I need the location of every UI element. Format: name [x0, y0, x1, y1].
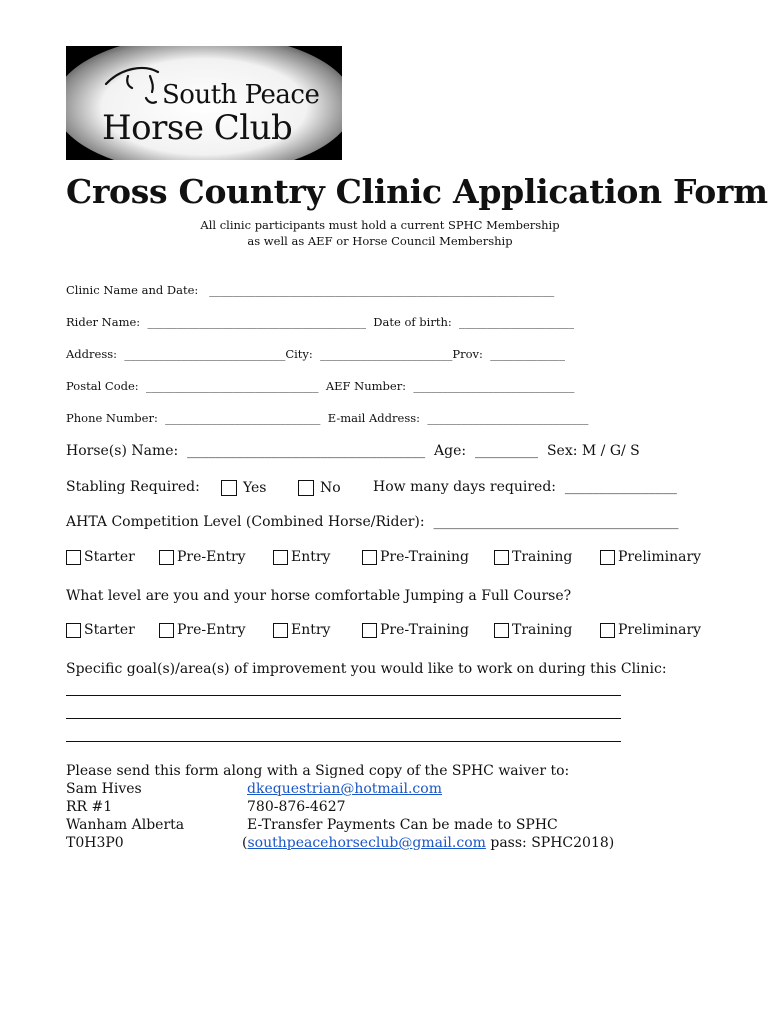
goals-answer-line-1[interactable]: [66, 695, 621, 696]
days-required-group: [373, 479, 677, 495]
checkbox-icon[interactable]: [362, 550, 377, 565]
rider-name-label: Rider Name:: [66, 315, 141, 329]
level-label: Pre-Entry: [177, 549, 246, 565]
email-address-field[interactable]: ____________________________: [423, 411, 589, 425]
stabling-row: [66, 479, 766, 501]
etransfer-note: E-Transfer Payments Can be made to SPHC: [247, 817, 558, 833]
paren-open: (: [242, 835, 248, 851]
contact-phone: 780-876-4627: [247, 799, 346, 815]
level-label: Preliminary: [618, 549, 702, 565]
footer-intro: Please send this form along with a Signed copy of the SPHC waiver to:: [66, 763, 570, 779]
days-required-label: How many days required:: [373, 479, 557, 495]
subtitle-line-1: All clinic participants must hold a current SPHC Membership: [200, 218, 560, 232]
prov-label: Prov:: [452, 347, 483, 361]
stabling-yes-checkbox[interactable]: [221, 480, 237, 496]
level-entry-option[interactable]: [273, 549, 330, 565]
city-field[interactable]: _______________________: [316, 347, 453, 361]
date-of-birth-field[interactable]: ____________________: [455, 315, 575, 329]
phone-number-label: Phone Number:: [66, 411, 158, 425]
date-of-birth-label: Date of birth:: [373, 315, 452, 329]
comfort-level-options: [66, 622, 746, 642]
comfort-training-option[interactable]: [494, 622, 572, 638]
address-field[interactable]: ____________________________: [120, 347, 286, 361]
comfort-starter-option[interactable]: [66, 622, 135, 638]
contact-email-link[interactable]: dkequestrian@hotmail.com: [247, 781, 442, 797]
horse-name-field[interactable]: __________________________________: [182, 443, 430, 459]
horse-name-label: Horse(s) Name:: [66, 443, 179, 459]
city-label: City:: [285, 347, 313, 361]
comfort-entry-option[interactable]: [273, 622, 330, 638]
level-preliminary-option[interactable]: [600, 549, 701, 565]
contact-name: Sam Hives: [66, 781, 142, 797]
phone-row: [66, 411, 588, 425]
prov-field[interactable]: _____________: [486, 347, 565, 361]
aef-number-field[interactable]: ____________________________: [409, 379, 575, 393]
ahta-level-field[interactable]: ___________________________________: [429, 514, 679, 530]
clinic-name-date-field[interactable]: ____________________________________________________________: [201, 283, 555, 297]
contact-postal: T0H3P0: [66, 835, 124, 851]
rider-name-row: [66, 315, 574, 329]
ahta-level-row: [66, 514, 679, 530]
horse-name-row: [66, 443, 640, 459]
goals-answer-line-3[interactable]: [66, 741, 621, 742]
level-pre-entry-option[interactable]: [159, 549, 246, 565]
etransfer-password: pass: SPHC2018): [490, 835, 615, 851]
level-label: Entry: [291, 549, 331, 565]
days-required-field[interactable]: ________________: [560, 479, 677, 495]
address-label: Address:: [66, 347, 118, 361]
comfort-preliminary-option[interactable]: [600, 622, 701, 638]
checkbox-icon[interactable]: [362, 623, 377, 638]
checkbox-icon[interactable]: [600, 550, 615, 565]
contact-town: Wanham Alberta: [66, 817, 185, 833]
comfort-question: What level are you and your horse comfortable Jumping a Full Course?: [66, 588, 572, 604]
logo-line-2: Horse Club: [102, 108, 293, 148]
level-label: Starter: [84, 622, 135, 638]
goals-answer-line-2[interactable]: [66, 718, 621, 719]
clinic-name-date-label: Clinic Name and Date:: [66, 283, 199, 297]
checkbox-icon[interactable]: [494, 550, 509, 565]
level-label: Starter: [84, 549, 135, 565]
comfort-pre-training-option[interactable]: [362, 622, 469, 638]
club-email-link[interactable]: southpeacehorseclub@gmail.com: [247, 835, 486, 851]
stabling-yes-option[interactable]: [221, 480, 267, 496]
postal-code-field[interactable]: ______________________________: [142, 379, 323, 393]
level-training-option[interactable]: [494, 549, 572, 565]
email-address-label: E-mail Address:: [327, 411, 421, 425]
contact-rr: RR #1: [66, 799, 113, 815]
clinic-name-date-row: [66, 283, 554, 297]
level-label: Pre-Entry: [177, 622, 246, 638]
sex-label: Sex: M / G/ S: [546, 443, 640, 459]
checkbox-icon[interactable]: [494, 623, 509, 638]
address-row: [66, 347, 565, 361]
aef-number-label: AEF Number:: [325, 379, 407, 393]
phone-number-field[interactable]: ___________________________: [161, 411, 325, 425]
stabling-label: Stabling Required:: [66, 479, 200, 495]
level-label: Training: [512, 622, 573, 638]
checkbox-icon[interactable]: [159, 550, 174, 565]
level-label: Training: [512, 549, 573, 565]
checkbox-icon[interactable]: [600, 623, 615, 638]
level-label: Pre-Training: [380, 622, 469, 638]
stabling-no-label: No: [320, 480, 341, 496]
competition-level-options: [66, 549, 746, 569]
checkbox-icon[interactable]: [273, 623, 288, 638]
stabling-yes-label: Yes: [243, 480, 267, 496]
checkbox-icon[interactable]: [66, 550, 81, 565]
etransfer-details: [242, 835, 614, 851]
level-starter-option[interactable]: [66, 549, 135, 565]
subtitle-line-2: as well as AEF or Horse Council Membership: [247, 234, 513, 248]
age-label: Age:: [434, 443, 467, 459]
rider-name-field[interactable]: ______________________________________: [143, 315, 370, 329]
checkbox-icon[interactable]: [273, 550, 288, 565]
checkbox-icon[interactable]: [66, 623, 81, 638]
page-title: Cross Country Clinic Application Form: [66, 172, 768, 211]
logo-line-1: South Peace: [162, 80, 320, 110]
comfort-pre-entry-option[interactable]: [159, 622, 246, 638]
stabling-no-option[interactable]: [298, 480, 341, 496]
stabling-no-checkbox[interactable]: [298, 480, 314, 496]
ahta-level-label: AHTA Competition Level (Combined Horse/Rider):: [66, 514, 425, 530]
level-label: Entry: [291, 622, 331, 638]
club-logo: [66, 46, 342, 160]
level-pre-training-option[interactable]: [362, 549, 469, 565]
level-label: Pre-Training: [380, 549, 469, 565]
checkbox-icon[interactable]: [159, 623, 174, 638]
postal-code-label: Postal Code:: [66, 379, 139, 393]
goals-question: Specific goal(s)/area(s) of improvement you would like to work on during this Clinic:: [66, 661, 667, 677]
level-label: Preliminary: [618, 622, 702, 638]
postal-code-row: [66, 379, 574, 393]
age-field[interactable]: _________: [470, 443, 543, 459]
